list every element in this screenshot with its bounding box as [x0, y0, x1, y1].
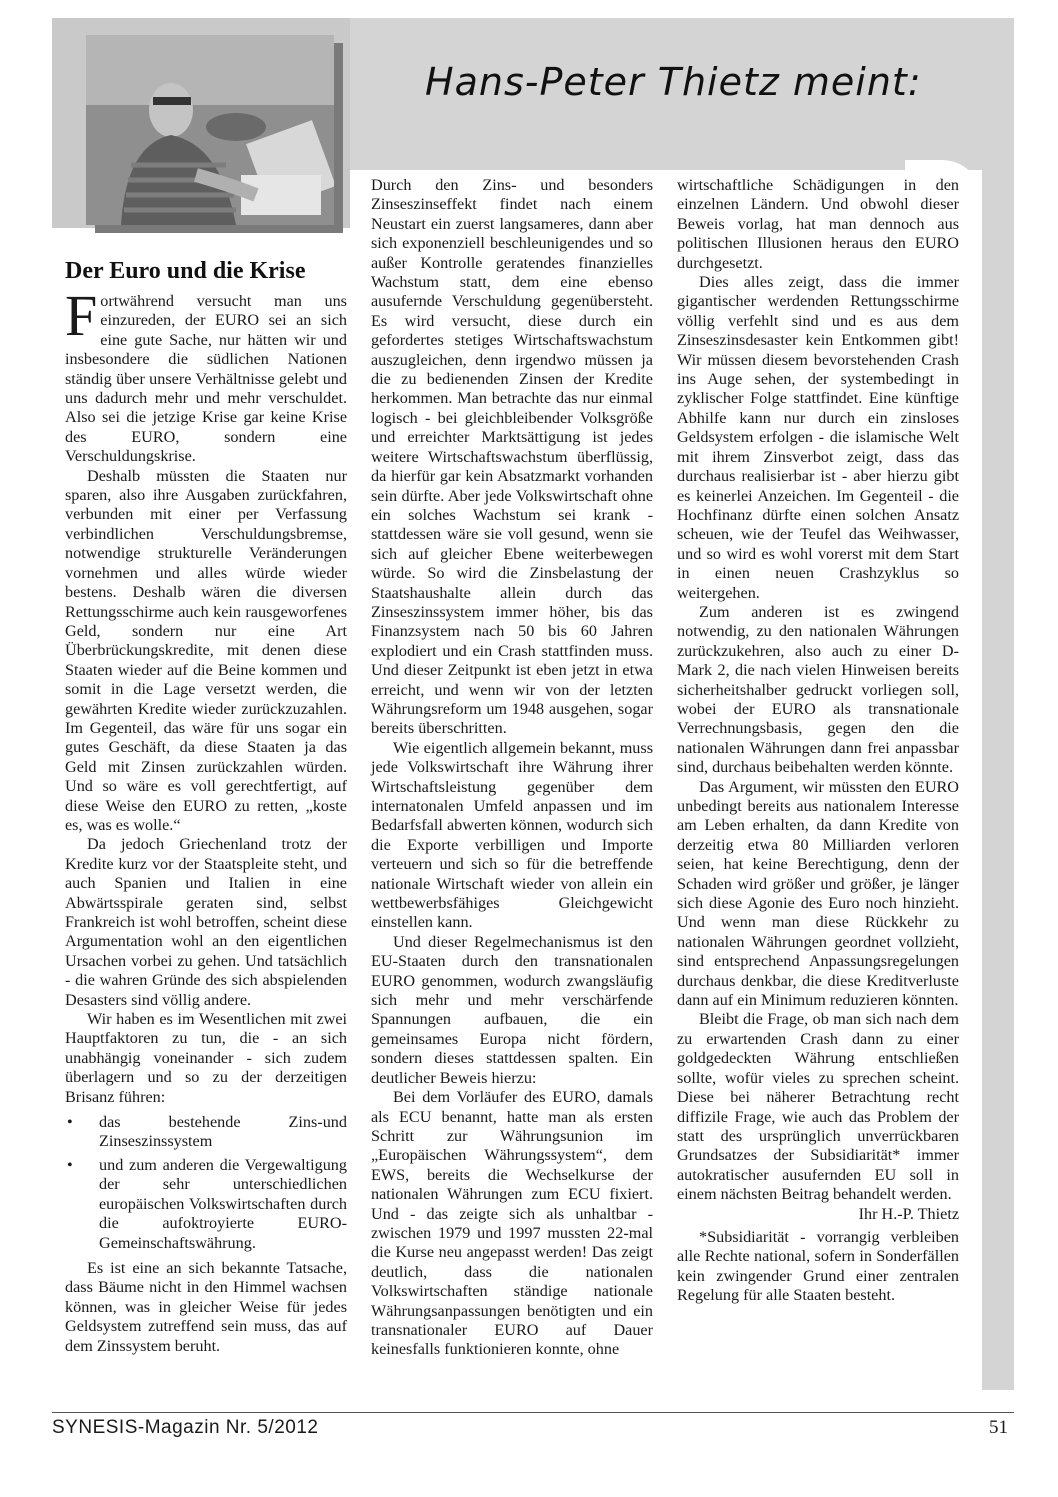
paragraph: Zum anderen ist es zwingend notwendig, zu den nationalen Währungen zurückzukehren, also auch zu einer D-Mark 2, die nach vielen Hinweisen bereits sicherheitshalber gedruckt vorliegen soll, wobei der EURO als transnationale Verrechnungsbasis, gegen den die nationalen Währungen dann frei anpassbar sind, durchaus beibehalten werden könnte. — [677, 602, 959, 777]
paragraph: Das Argument, wir müssten den EURO unbedingt bereits aus nationalem Interesse am Leben erhalten, da dann Kredite von derzeitig etwa 80 Milliarden verloren seien, hat keine Berechtigung, denn der Schaden wird größer und größer, je länger sich diese Agonie des Euro noch hinzieht. Und wenn man diese Rückkehr zu nationalen Währungen geordnet vollzieht, sind entsprechend Anpassungsregelungen durchaus denkbar, die diese Kreditverluste dann auf ein Minimum reduzieren könnten. — [677, 777, 959, 1010]
author-signature: Ihr H.-P. Thietz — [858, 1204, 959, 1223]
list-item-text: und zum anderen die Vergewaltigung der sehr unterschiedlichen europäischen Volkswirtschaften durch die aufoktroyierte EURO-Gemeinschaftswährung. — [99, 1155, 347, 1252]
header-title: Hans-Peter Thietz meint: — [425, 60, 922, 104]
list-item-text: das bestehende Zins-und Zinseszinssystem — [99, 1113, 347, 1151]
right-gray-bar — [982, 18, 1014, 1390]
footnote: *Subsidiarität - vorrangig verbleiben alle Rechte national, sofern in Sonderfällen kein zwingender Grund einer zentralen Regelung für alle Staaten besteht. — [677, 1227, 959, 1305]
list-item — [65, 1156, 347, 1253]
paragraph: wirtschaftliche Schädigungen in den einzelnen Ländern. Und obwohl dieser Beweis vorlag, hat man dennoch aus politischen Illusionen heraus den EURO durchgesetzt. — [677, 176, 959, 272]
bullet-icon: • — [67, 1113, 73, 1132]
paragraph-text: ortwährend versucht man uns einzureden, der EURO sei an sich eine gute Sache, nur hätten wir und insbesondere die südlichen Nationen ständig über unsere Verhältnisse gelebt und uns dadurch mehr und mehr verschuldet. Also sei die jetzige Krise gar keine Krise des EURO, sondern eine Verschuldungskrise. — [65, 292, 347, 466]
bullet-list — [65, 1113, 347, 1253]
author-photo — [86, 35, 334, 225]
paragraph: Wir haben es im Wesentlichen mit zwei Hauptfaktoren zu tun, die - an sich unabhängig voneinander - sich zudem überlagern und so zu der derzeitigen Brisanz führen: — [65, 1010, 347, 1106]
paragraph: Und dieser Regelmechanismus ist den EU-Staaten durch den transnationalen EURO genommen, wodurch zwangsläufig sich mehr und mehr verschärfende Spannungen aufbauen, die ein gemeinsames Europa nicht fördern, sondern dieses stattdessen spalten. Ein deutlicher Beweis hierzu: — [371, 932, 653, 1087]
paragraph: Da jedoch Griechenland trotz der Kredite kurz vor der Staatspleite steht, und auch Spanien und Italien in eine Abwärtsspirale geraten sind, selbst Frankreich ist wohl betroffen, scheint diese Argumentation wohl an den eigentlichen Ursachen vorbei zu gehen. Und tatsächlich - die wahren Gründe des sich abspielenden Desasters sind völlig andere. — [65, 835, 347, 1009]
column-1 — [65, 283, 347, 1356]
paragraph: Wie eigentlich allgemein bekannt, muss jede Volkswirtschaft ihre Währung ihrer Wirtschaftsleistung gegenüber dem internatonalen Umfeld anpassen und im Bedarfsfall abwerten können, wodurch sich die Exporte verbilligen und Importe verteuern und sich so für die betreffende nationale Wirtschaft wieder von allein ein wettbewerbsfähiges Gleichgewicht einstellen kann. — [371, 738, 653, 932]
column-2 — [371, 176, 653, 1360]
page-number: 51 — [989, 1417, 1008, 1438]
paragraph: Durch den Zins- und besonders Zinseszinseffekt findet nach einem Neustart ein zuerst langsameres, dann aber sich exponenziell beschleunigendes und so außer Kontrolle geratendes finanzielles Wachstum statt, dem eine ebenso ausufernde Verschuldung gegenübersteht. Es wird versucht, diese durch ein gefordertes stetiges Wirtschaftswachstum auszugleichen, denn irgendwo müssen ja die zu bedienenden Zinsen der Kredite herkommen. Man betrachte das nur einmal logisch - bei gleichbleibender Volksgröße und erreichter Marktsättigung ist jedes weitere Wirtschaftswachstum überflüssig, da hierfür gar kein Absatzmarkt vorhanden sein dürfte. Aber jede Volkswirtschaft ohne ein solches Wachstum sei krank - stattdessen wäre sie voll gesund, wenn sie sich auf gleicher Ebene weiterbewegen würde. So wird die Zinsbelastung der Staatshaushalte allein durch das Zinseszinssystem immer höher, bis das Finanzsystem nach 50 bis 60 Jahren explodiert und ein Crash stattfinden muss. Und dieser Zeitpunkt ist eben jetzt in etwa erreicht, und wenn wir von der letzten Währungsreform um 1948 ausgehen, sogar bereits überschritten. — [371, 176, 653, 738]
bullet-icon: • — [67, 1155, 73, 1174]
paragraph: Dies alles zeigt, dass die immer gigantischer werdenden Rettungsschirme völlig verfehlt sind und es aus dem Zinseszinsdesaster kein Entkommen gibt! Wir müssen diesem bevorstehenden Crash ins Auge sehen, der systembedingt in zyklischer Folge stattfindet. Eine künftige Abhilfe kann nur durch ein zinsloses Geldsystem erfolgen - die islamische Welt mit ihrem Zinsverbot zeigt, dass das durchaus realisierbar ist - aber hierzu gibt es keinerlei Anzeichen. Im Gegenteil - die Hochfinanz dürfte einen solchen Ansatz scheuen, wie der Teufel das Weihwasser, und so wird es wohl vorerst mit dem Start in einen neuen Crashzyklus so weitergehen. — [677, 273, 959, 602]
drop-cap: F — [65, 283, 98, 348]
list-item — [65, 1113, 347, 1152]
column-3 — [677, 176, 959, 1306]
paragraph: Bleibt die Frage, ob man sich nach dem zu erwartenden Crash dann zu einer goldgedeckten Währung entschließen sollte, wofür vieles zu sprechen scheint. Diese bei näherer Betrachtung recht diffizile Frage, wie auch das Problem der statt des ursprünglich unverrückbaren Grundsatzes der Subsidiarität* immer autokratischer ausufernden EU soll in einem nächsten Beitrag behandelt werden. — [677, 1010, 959, 1204]
paragraph: Deshalb müssten die Staaten nur sparen, also ihre Ausgaben zurückfahren, verbunden mit einer per Verfassung verbindlichen Verschuldungsbremse, notwendige strukturelle Veränderungen vornehmen und alles würde wieder bestens. Deshalb wären die diversen Rettungsschirme auch kein rausgeworfenes Geld, sondern nur eine Art Überbrückungskredite, mit denen diese Staaten wieder auf die Beine kommen und somit in die Lage versetzt werden, die gewährten Kredite wieder zurückzuzahlen. Im Gegenteil, das wäre für uns sogar ein gutes Geschäft, da diese Staaten ja das Geld mit Zinsen zurückzahlen würden. Und so wäre es voll gerechtfertigt, auf diese Weise den EURO zu retten, „koste es, was es wolle.“ — [65, 466, 347, 834]
paragraph: Es ist eine an sich bekannte Tatsache, dass Bäume nicht in den Himmel wachsen können, was in gleicher Weise für jedes Geldsystem zutreffend sein muss, das auf dem Zinssystem beruht. — [65, 1258, 347, 1355]
article-title: Der Euro und die Krise — [65, 258, 306, 284]
paragraph: Bei dem Vorläufer des EURO, damals als ECU benannt, hatte man als ersten Schritt zur Währungsunion im „Europäischen Währungssystem“, dem EWS, bereits die Wechselkurse der nationalen Währungen zum ECU fixiert. Und - das zeigte sich als unhaltbar - zwischen 1979 und 1997 mussten 22-mal die Kurse neu angepasst werden! Das zeigt deutlich, dass die nationalen Volkswirtschaften ständige nationale Währungsanpassungen benötigten und ein transnationaler EURO auf Dauer keinesfalls funktionieren konnte, ohne — [371, 1088, 653, 1359]
paragraph — [65, 283, 347, 467]
footer-divider — [52, 1412, 1014, 1413]
magazine-issue: SYNESIS-Magazin Nr. 5/2012 — [52, 1417, 319, 1438]
